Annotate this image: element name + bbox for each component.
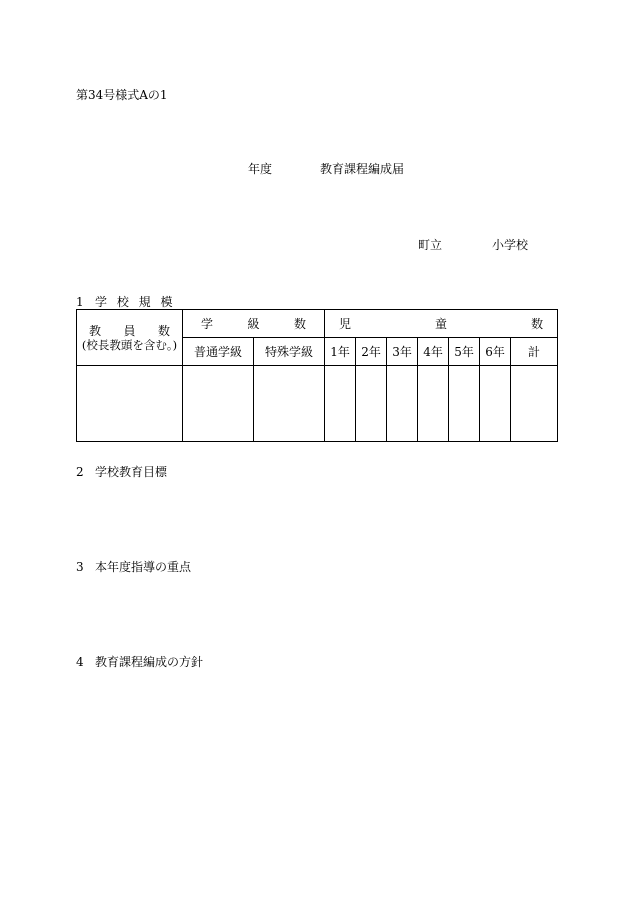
teachers-header [77,310,183,366]
section-3-number: 3 [76,560,84,574]
grade-4-value-cell[interactable] [418,366,449,442]
section-3-title: 本年度指導の重点 [95,560,192,574]
section-2-title: 学校教育目標 [95,465,168,479]
document-title: 教育課程編成届 [320,162,405,176]
classes-header-char-1: 学 [201,316,214,331]
teachers-header-char-3: 数 [157,323,170,338]
teachers-header-note: (校長教頭を含む。) [81,337,178,352]
section-2-heading [76,463,167,480]
children-header-char-1: 児 [339,316,352,331]
regular-class-header: 普通学級 [183,338,254,366]
section-4-heading [76,653,203,670]
section-4-number: 4 [76,655,84,669]
teachers-value-cell[interactable] [77,366,183,442]
special-class-value-cell[interactable] [254,366,325,442]
grade-3-value-cell[interactable] [387,366,418,442]
teachers-header-char-1: 教 [89,323,102,338]
special-class-header: 特殊学級 [254,338,325,366]
section-1-number: 1 [76,295,87,309]
children-header-char-2: 童 [435,316,448,331]
grade-header-1: 1年 [325,338,356,366]
title-year-label: 年度 [248,162,273,176]
grade-header-5: 5年 [449,338,480,366]
classes-header [183,310,325,338]
grade-header-3: 3年 [387,338,418,366]
regular-class-value-cell[interactable] [183,366,254,442]
section-4-title: 教育課程編成の方針 [95,655,204,669]
section-1-title: 学 校 規 模 [95,295,176,309]
grade-header-4: 4年 [418,338,449,366]
children-header [325,310,558,338]
grade-1-value-cell[interactable] [325,366,356,442]
school-scale-table [76,309,558,442]
grade-5-value-cell[interactable] [449,366,480,442]
section-3-heading [76,558,191,575]
section-1-heading [76,293,175,310]
grade-6-value-cell[interactable] [480,366,511,442]
grade-2-value-cell[interactable] [356,366,387,442]
grade-header-2: 2年 [356,338,387,366]
teachers-header-char-2: 員 [123,323,136,338]
form-number: 第34号様式Aの1 [76,88,168,102]
school-label: 小学校 [492,238,529,252]
section-2-number: 2 [76,465,84,479]
grade-header-6: 6年 [480,338,511,366]
total-header: 計 [511,338,558,366]
town-label: 町立 [418,238,443,252]
classes-header-char-3: 数 [294,316,307,331]
total-value-cell[interactable] [511,366,558,442]
children-header-char-3: 数 [531,316,544,331]
classes-header-char-2: 級 [247,316,260,331]
